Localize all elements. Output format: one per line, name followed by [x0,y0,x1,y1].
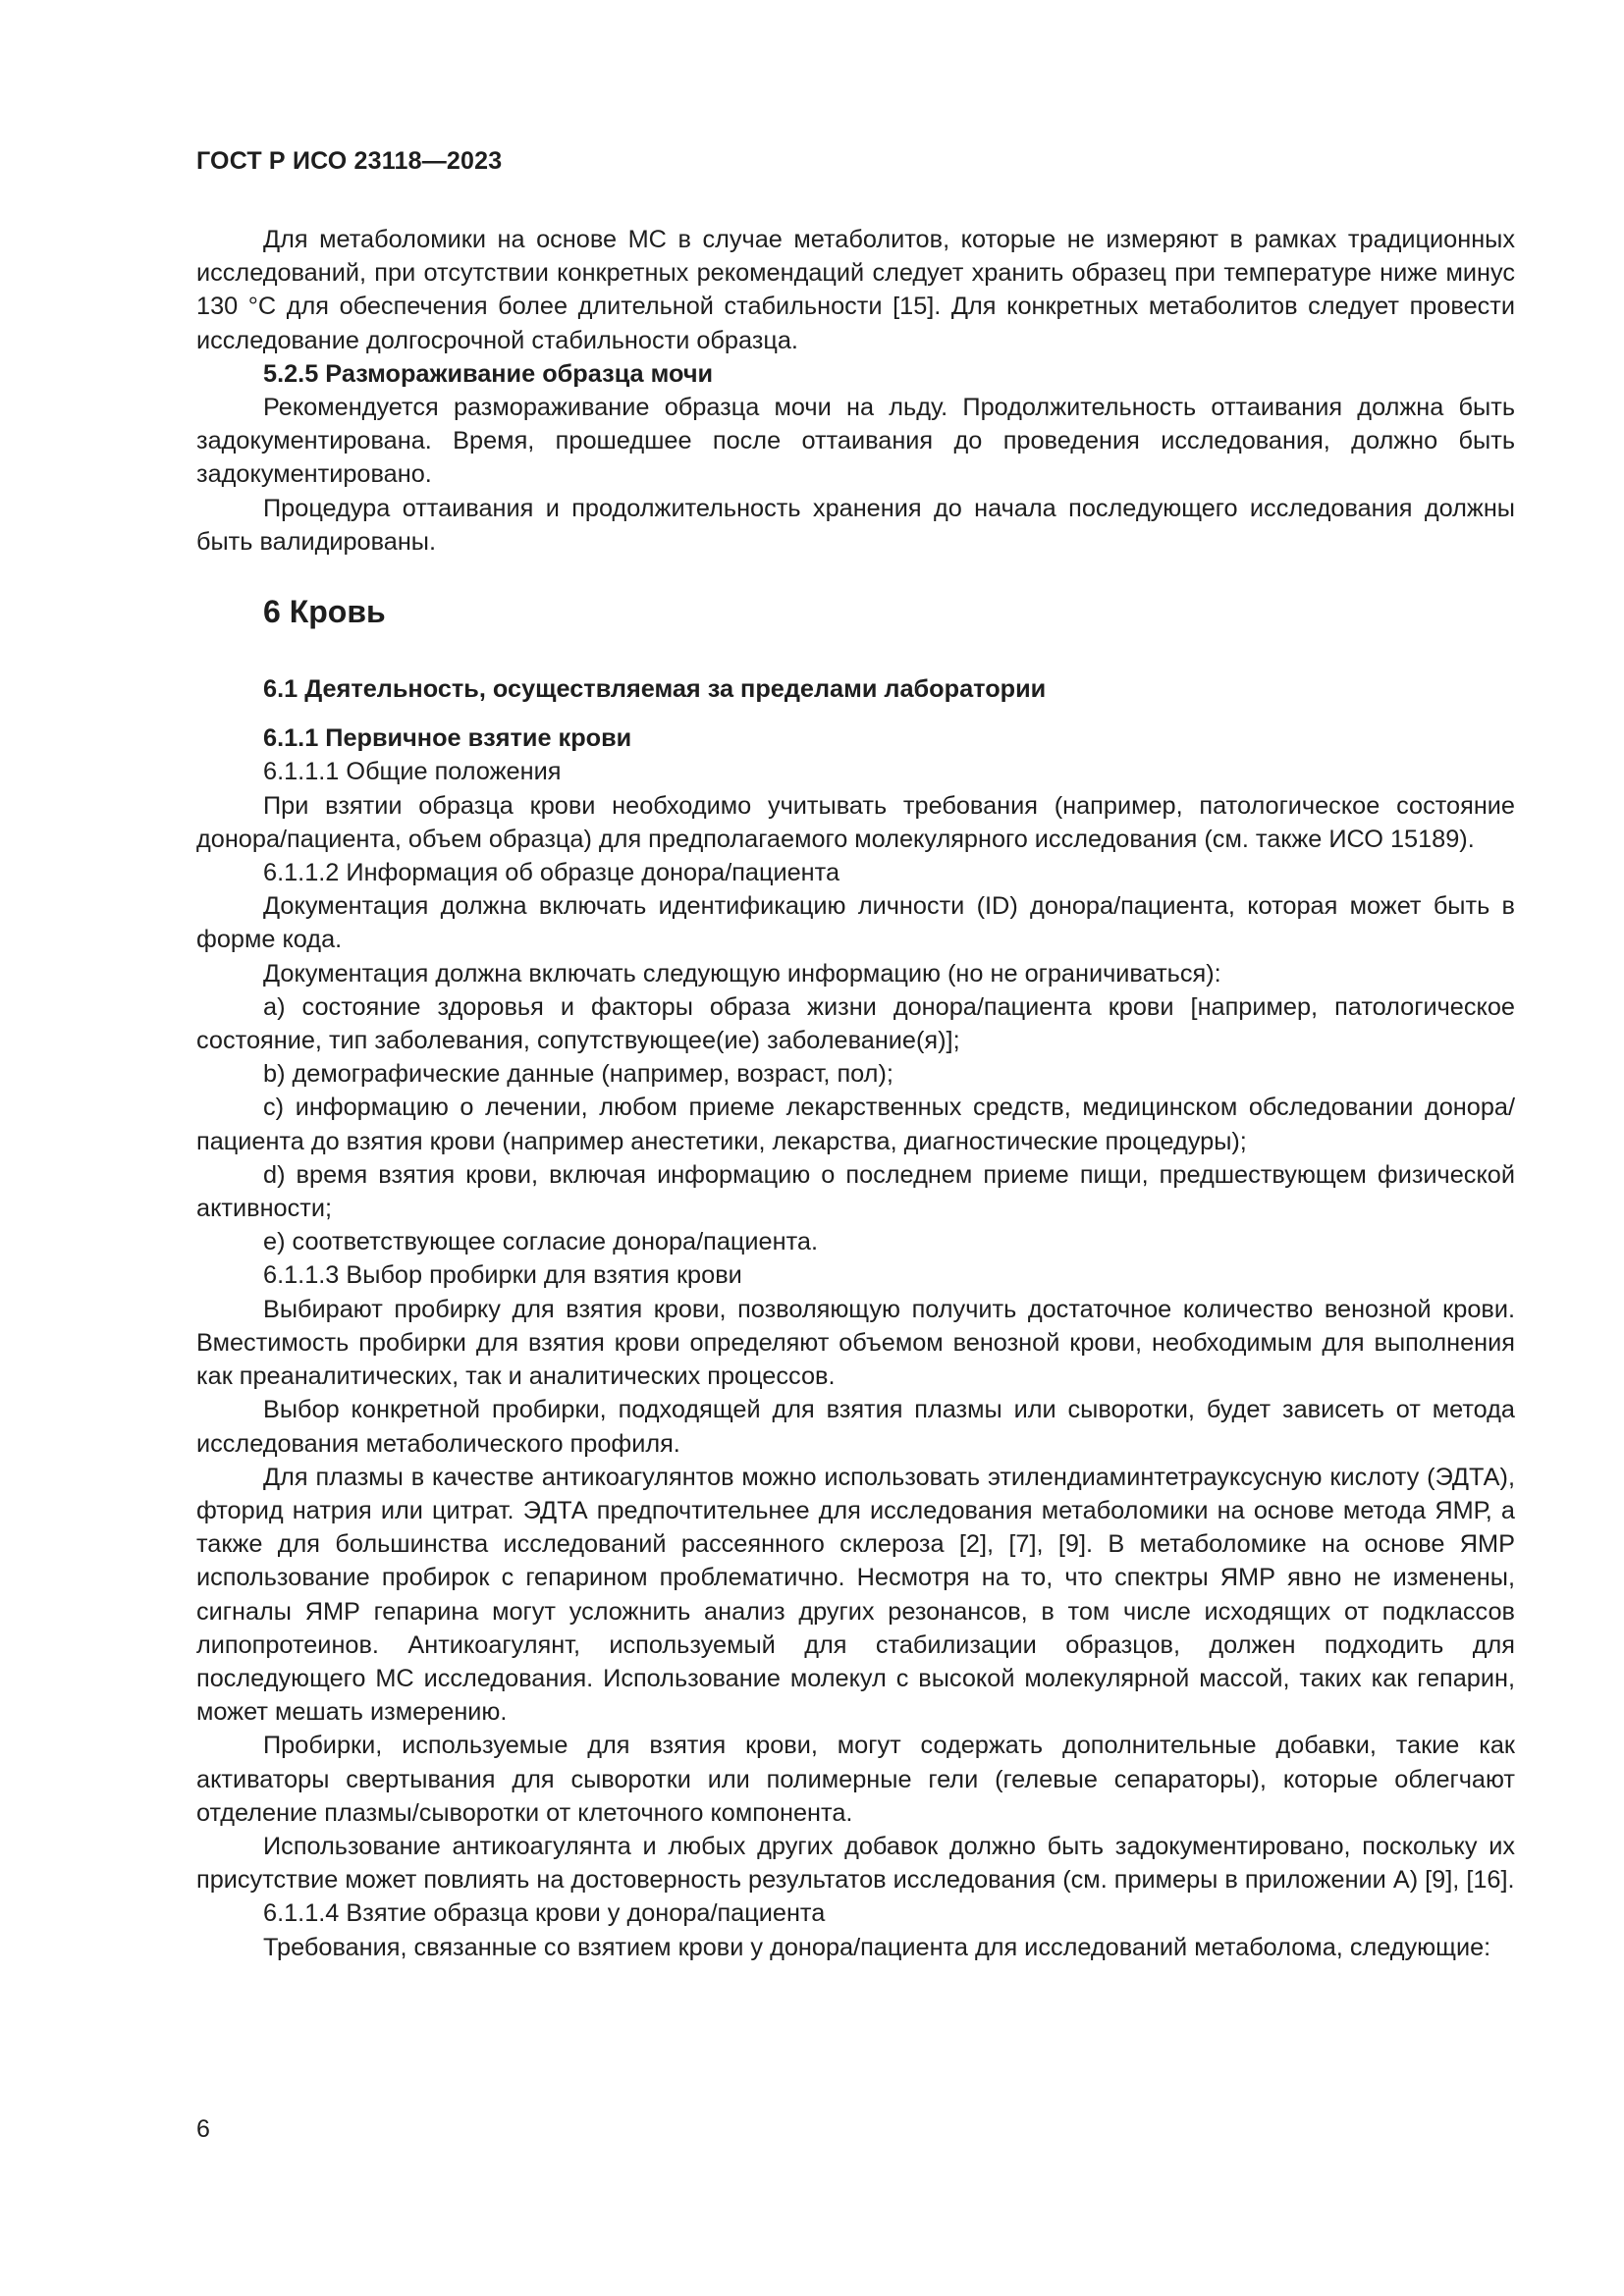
paragraph-6-1-1-3-d: Пробирки, используемые для взятия крови, могут содержать дополнительные добавки, такие как активаторы свертывания для сыворотки или полимерные гели (гелевые сепараторы), которые облегчают отделение плазмы/сыворотки от клеточного компонента. [196,1732,1515,1827]
standard-header: ГОСТ Р ИСО 23118—2023 [196,147,503,175]
list-item: e) соответствующее согласие донора/пациента. [263,1228,818,1256]
paragraph-thawing-validation: Процедура оттаивания и продолжительность хранения до начала последующего исследования должны быть валидированы. [196,494,1515,556]
document-page [196,147,1515,1964]
list-item: b) демографические данные (например, возраст, пол); [263,1060,893,1089]
paragraph-6-1-1-3-a: Выбирают пробирку для взятия крови, позволяющую получить достаточное количество венозной крови. Вместимость пробирки для взятия крови определяют объемом венозной крови, необходимым для выполнения как преаналитических, так и аналитических процессов. [196,1295,1515,1391]
list-item: d) время взятия крови, включая информацию о последнем приеме пищи, предшествующем физической активности; [196,1160,1515,1223]
paragraph-6-1-1-2-b: Документация должна включать следующую информацию (но не ограничиваться): [263,959,1221,988]
heading-6-1-1: 6.1.1 Первичное взятие крови [263,724,632,753]
clause-6-1-1-3: 6.1.1.3 Выбор пробирки для взятия крови [263,1261,742,1290]
clause-6-1-1-4: 6.1.1.4 Взятие образца крови у донора/пациента [263,1899,826,1928]
paragraph-6-1-1-3-c: Для плазмы в качестве антикоагулянтов можно использовать этилендиаминтетрауксусную кислоту (ЭДТА), фторид натрия или цитрат. ЭДТА предпочтительнее для исследования метаболомики на основе метода ЯМР, а также для большинства исследований рассеянного склероза [2], [7], [9]. В метаболомике на основе ЯМР использование пробирок с гепарином проблематично. Несмотря на то, что спектры ЯМР явно не изменены, сигналы ЯМР гепарина могут усложнить анализ других резонансов, в том числе исходящих от подклассов липопротеинов. Антикоагулянт, используемый для стабилизации образцов, должен подходить для последующего МС исследования. Использование молекул с высокой молекулярной массой, таких как гепарин, может мешать измерению. [196,1463,1515,1727]
heading-6-1: 6.1 Деятельность, осуществляемая за пределами лаборатории [263,675,1047,704]
list-item: c) информацию о лечении, любом приеме лекарственных средств, медицинском обследовании донора/пациента до взятия крови (например анестетики, лекарства, диагностические процедуры); [196,1094,1515,1155]
heading-5-2-5: 5.2.5 Размораживание образца мочи [263,359,714,388]
paragraph-6-1-1-2-a: Документация должна включать идентификацию личности (ID) донора/пациента, которая может быть в форме кода. [196,892,1515,954]
paragraph-6-1-1-4: Требования, связанные со взятием крови у донора/пациента для исследований метаболома, следующие: [263,1933,1491,1961]
list-item: a) состояние здоровья и факторы образа жизни донора/пациента крови [например, патологическое состояние, тип заболевания, сопутствующее(ие) заболевание(я)]; [196,992,1515,1055]
clause-6-1-1-1: 6.1.1.1 Общие положения [263,758,562,786]
paragraph-6-1-1-3-e: Использование антикоагулянта и любых других добавок должно быть задокументировано, поскольку их присутствие может повлиять на достоверность результатов исследования (см. примеры в приложении А) [9], [16]. [196,1832,1515,1895]
paragraph-6-1-1-1: При взятии образца крови необходимо учитывать требования (например, патологическое состояние донора/пациента, объем образца) для предполагаемого молекулярного исследования (см. также ИСО 15189). [196,791,1515,853]
page-number: 6 [196,2115,210,2143]
paragraph-6-1-1-3-b: Выбор конкретной пробирки, подходящей для взятия плазмы или сыворотки, будет зависеть от метода исследования метаболического профиля. [196,1396,1515,1458]
paragraph-ms-storage: Для метаболомики на основе МС в случае метаболитов, которые не измеряют в рамках традиционных исследований, при отсутствии конкретных рекомендаций следует хранить образец при температуре ниже минус 130 °C для обеспечения более длительной стабильности [15]. Для конкретных метаболитов следует провести исследование долгосрочной стабильности образца. [196,226,1515,354]
clause-6-1-1-2: 6.1.1.2 Информация об образце донора/пациента [263,859,840,887]
paragraph-thawing: Рекомендуется размораживание образца мочи на льду. Продолжительность оттаивания должна быть задокументирована. Время, прошедшее после оттаивания до проведения исследования, должно быть задокументировано. [196,394,1515,489]
section-title-blood: 6 Кровь [263,594,386,630]
